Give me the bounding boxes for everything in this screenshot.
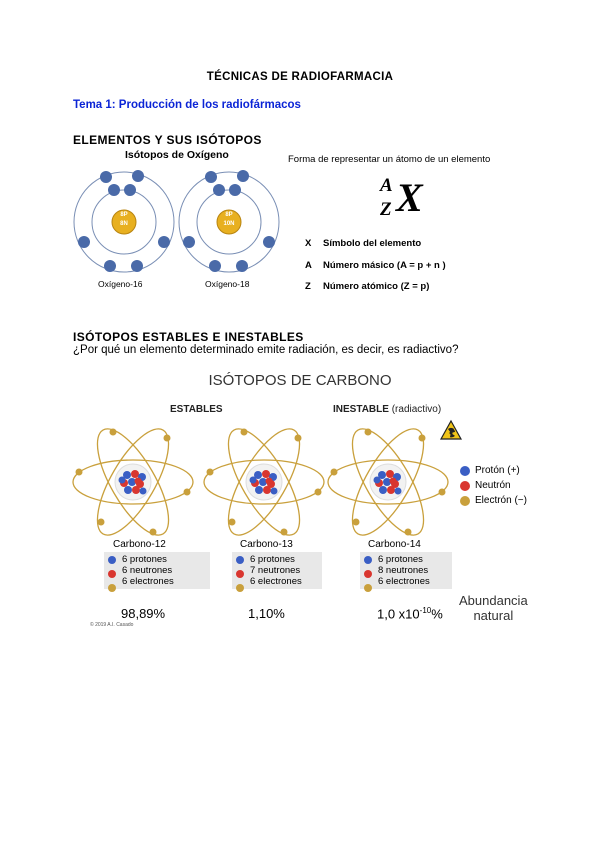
radiation-question: ¿Por qué un elemento determinado emite radiación, es decir, es radiactivo?	[73, 344, 459, 356]
carbon-13-composition: 6 protones 7 neutrones 6 electrones	[232, 552, 322, 589]
legend-proton: Protón (+)	[475, 465, 520, 476]
legend-text-x: Símbolo del elemento	[323, 238, 422, 249]
mass-number-symbol: A	[380, 175, 393, 196]
nucleus-label-o18: 8P 10N	[223, 212, 235, 227]
legend-key-z: Z	[305, 281, 311, 292]
carbon-14-name: Carbono-14	[368, 539, 421, 550]
figure-credit: © 2019 A.I. Casado	[90, 622, 134, 628]
legend-electron: Electrón (−)	[475, 495, 527, 506]
carbon-figure-title: ISÓTOPOS DE CARBONO	[208, 372, 392, 389]
oxygen-18-label: Oxígeno-18	[205, 279, 250, 289]
legend-key-a: A	[305, 260, 312, 271]
legend-neutron: Neutrón	[475, 480, 511, 491]
nucleus-label-o16: 8P 8N	[120, 212, 128, 227]
atomic-number-symbol: Z	[380, 199, 392, 220]
abundance-label: Abundancia natural	[459, 593, 528, 623]
section-heading-stable-unstable: ISÓTOPOS ESTABLES E INESTABLES	[73, 330, 304, 344]
legend-text-z: Número atómico (Z = p)	[323, 281, 430, 292]
element-symbol: X	[396, 175, 423, 220]
notation-title: Forma de representar un átomo de un elemento	[288, 154, 491, 165]
carbon-13-name: Carbono-13	[240, 539, 293, 550]
carbon-12-composition: 6 protones 6 neutrones 6 electrones	[104, 552, 210, 589]
oxygen-figure-title: Isótopos de Oxígeno	[125, 149, 229, 161]
carbon-13-abundance: 1,10%	[248, 606, 285, 621]
legend-key-x: X	[305, 238, 312, 249]
unstable-label: INESTABLE	[333, 404, 389, 415]
carbon-12-name: Carbono-12	[113, 539, 166, 550]
unstable-note: (radiactivo)	[391, 404, 442, 415]
topic-heading: Tema 1: Producción de los radiofármacos	[73, 99, 301, 111]
carbon-14-composition: 6 protones 8 neutrones 6 electrones	[360, 552, 452, 589]
document-title: TÉCNICAS DE RADIOFARMACIA	[206, 71, 394, 83]
section-heading-elements: ELEMENTOS Y SUS ISÓTOPOS	[73, 133, 262, 147]
stable-label: ESTABLES	[170, 404, 223, 415]
carbon-12-abundance: 98,89%	[121, 606, 166, 621]
legend-text-a: Número másico (A = p + n )	[323, 260, 446, 271]
carbon-14-abundance: 1,0 $x10^{-10}\%$	[377, 606, 443, 622]
oxygen-16-label: Oxígeno-16	[98, 279, 143, 289]
